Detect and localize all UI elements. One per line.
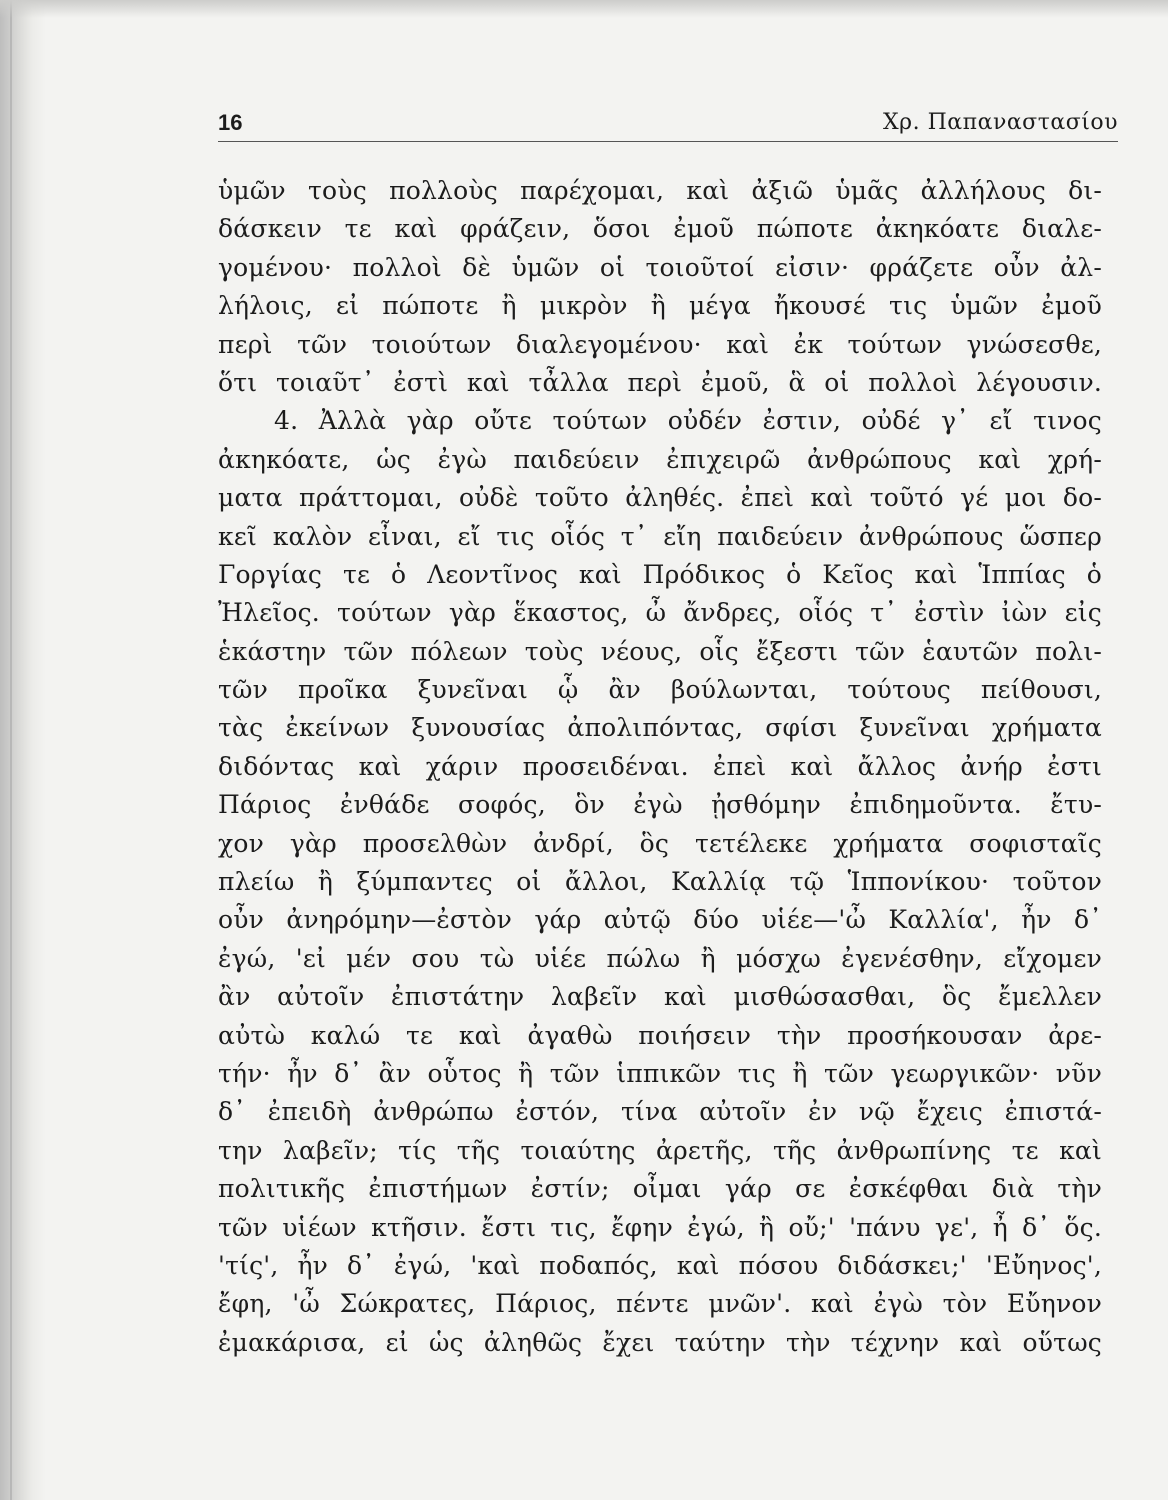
- text-line: λήλοις, εἰ πώποτε ἢ μικρὸν ἢ μέγα ἤκουσέ τις ὑμῶν ἐμοῦ: [218, 291, 1102, 321]
- text-line: Ἠλεῖος. τούτων γὰρ ἕκαστος, ὦ ἄνδρες, οἷός τ᾽ ἐστὶν ἰὼν εἰς: [218, 598, 1102, 628]
- binding-edge: [10, 0, 12, 1500]
- text-line: δάσκειν τε καὶ φράζειν, ὅσοι ἐμοῦ πώποτε ἀκηκόατε διαλε-: [218, 214, 1102, 244]
- text-line: τὰς ἐκείνων ξυνουσίας ἀπολιπόντας, σφίσι ξυνεῖναι χρήματα: [218, 713, 1102, 743]
- section-start-line: 4. Ἀλλὰ γὰρ οὔτε τούτων οὐδέν ἐστιν, οὐδέ γ᾽ εἴ τινος: [274, 406, 1102, 436]
- text-line: ἐμακάρισα, εἰ ὡς ἀληθῶς ἔχει ταύτην τὴν τέχνην καὶ οὕτως: [218, 1327, 1102, 1357]
- running-head: Χρ. Παπαναστασίου: [883, 110, 1118, 135]
- text-line: ματα πράττομαι, οὐδὲ τοῦτο ἀληθές. ἐπεὶ καὶ τοῦτό γέ μοι δο-: [218, 483, 1102, 513]
- text-line: χον γὰρ προσελθὼν ἀνδρί, ὃς τετέλεκε χρήματα σοφισταῖς: [218, 828, 1102, 858]
- text-line: 'τίς', ἦν δ᾽ ἐγώ, 'καὶ ποδαπός, καὶ πόσου διδάσκει;' 'Εὔηνος',: [218, 1250, 1102, 1280]
- text-line: ἐγώ, 'εἰ μέν σου τὼ υἱέε πώλω ἢ μόσχω ἐγενέσθην, εἴχομεν: [218, 943, 1102, 973]
- text-line: κεῖ καλὸν εἶναι, εἴ τις οἷός τ᾽ εἴη παιδεύειν ἀνθρώπους ὥσπερ: [218, 521, 1102, 551]
- header-rule: [218, 141, 1118, 142]
- text-line: τῶν προῖκα ξυνεῖναι ᾧ ἂν βούλωνται, τούτους πείθουσι,: [218, 675, 1102, 705]
- text-line: ἀκηκόατε, ὡς ἐγὼ παιδεύειν ἐπιχειρῶ ἀνθρώπους καὶ χρή-: [218, 444, 1102, 474]
- text-line: αὐτὼ καλώ τε καὶ ἀγαθὼ ποιήσειν τὴν προσήκουσαν ἀρε-: [218, 1020, 1102, 1050]
- text-line: Γοργίας τε ὁ Λεοντῖνος καὶ Πρόδικος ὁ Κεῖος καὶ Ἱππίας ὁ: [218, 559, 1102, 589]
- text-line: πλείω ἢ ξύμπαντες οἱ ἄλλοι, Καλλίᾳ τῷ Ἱππονίκου· τοῦτον: [218, 867, 1102, 897]
- page-number: 16: [218, 110, 243, 135]
- text-line: περὶ τῶν τοιούτων διαλεγομένου· καὶ ἐκ τούτων γνώσεσθε,: [218, 329, 1102, 359]
- text-line: πολιτικῆς ἐπιστήμων ἐστίν; οἶμαι γάρ σε ἐσκέφθαι διὰ τὴν: [218, 1174, 1102, 1204]
- text-line: ὑμῶν τοὺς πολλοὺς παρέχομαι, καὶ ἀξιῶ ὑμᾶς ἀλλήλους δι-: [218, 176, 1102, 205]
- text-line: Πάριος ἐνθάδε σοφός, ὃν ἐγὼ ᾐσθόμην ἐπιδημοῦντα. ἔτυ-: [218, 790, 1102, 820]
- top-edge-shadow: [0, 0, 1168, 18]
- text-line: διδόντας καὶ χάριν προσειδέναι. ἐπεὶ καὶ ἄλλος ἀνήρ ἐστι: [218, 751, 1102, 781]
- text-line: γομένου· πολλοὶ δὲ ὑμῶν οἱ τοιοῦτοί εἰσιν· φράζετε οὖν ἀλ-: [218, 252, 1102, 282]
- page-header: [218, 110, 1118, 144]
- text-line: την λαβεῖν; τίς τῆς τοιαύτης ἀρετῆς, τῆς ἀνθρωπίνης τε καὶ: [218, 1135, 1102, 1165]
- body-text: [218, 172, 1102, 1362]
- text-line: ὅτι τοιαῦτ᾽ ἐστὶ καὶ τἆλλα περὶ ἐμοῦ, ἃ οἱ πολλοὶ λέγουσιν.: [218, 367, 1102, 397]
- binding-shadow: [0, 0, 46, 1500]
- text-line: δ᾽ ἐπειδὴ ἀνθρώπω ἐστόν, τίνα αὐτοῖν ἐν νῷ ἔχεις ἐπιστά-: [218, 1097, 1102, 1127]
- text-line: ἂν αὐτοῖν ἐπιστάτην λαβεῖν καὶ μισθώσασθαι, ὃς ἔμελλεν: [218, 982, 1102, 1012]
- text-line: οὖν ἀνηρόμην—ἐστὸν γάρ αὐτῷ δύο υἱέε—'ὦ Καλλία', ἦν δ᾽: [218, 905, 1102, 935]
- text-line: ἑκάστην τῶν πόλεων τοὺς νέους, οἷς ἔξεστι τῶν ἑαυτῶν πολι-: [218, 636, 1102, 666]
- text-line: ἔφη, 'ὦ Σώκρατες, Πάριος, πέντε μνῶν'. καὶ ἐγὼ τὸν Εὔηνον: [218, 1289, 1102, 1319]
- text-line: τήν· ἦν δ᾽ ἂν οὗτος ἢ τῶν ἱππικῶν τις ἢ τῶν γεωργικῶν· νῦν: [218, 1058, 1102, 1088]
- text-line: τῶν υἱέων κτῆσιν. ἔστι τις, ἔφην ἐγώ, ἢ οὔ;' 'πάνυ γε', ἦ δ᾽ ὅς.: [218, 1212, 1102, 1242]
